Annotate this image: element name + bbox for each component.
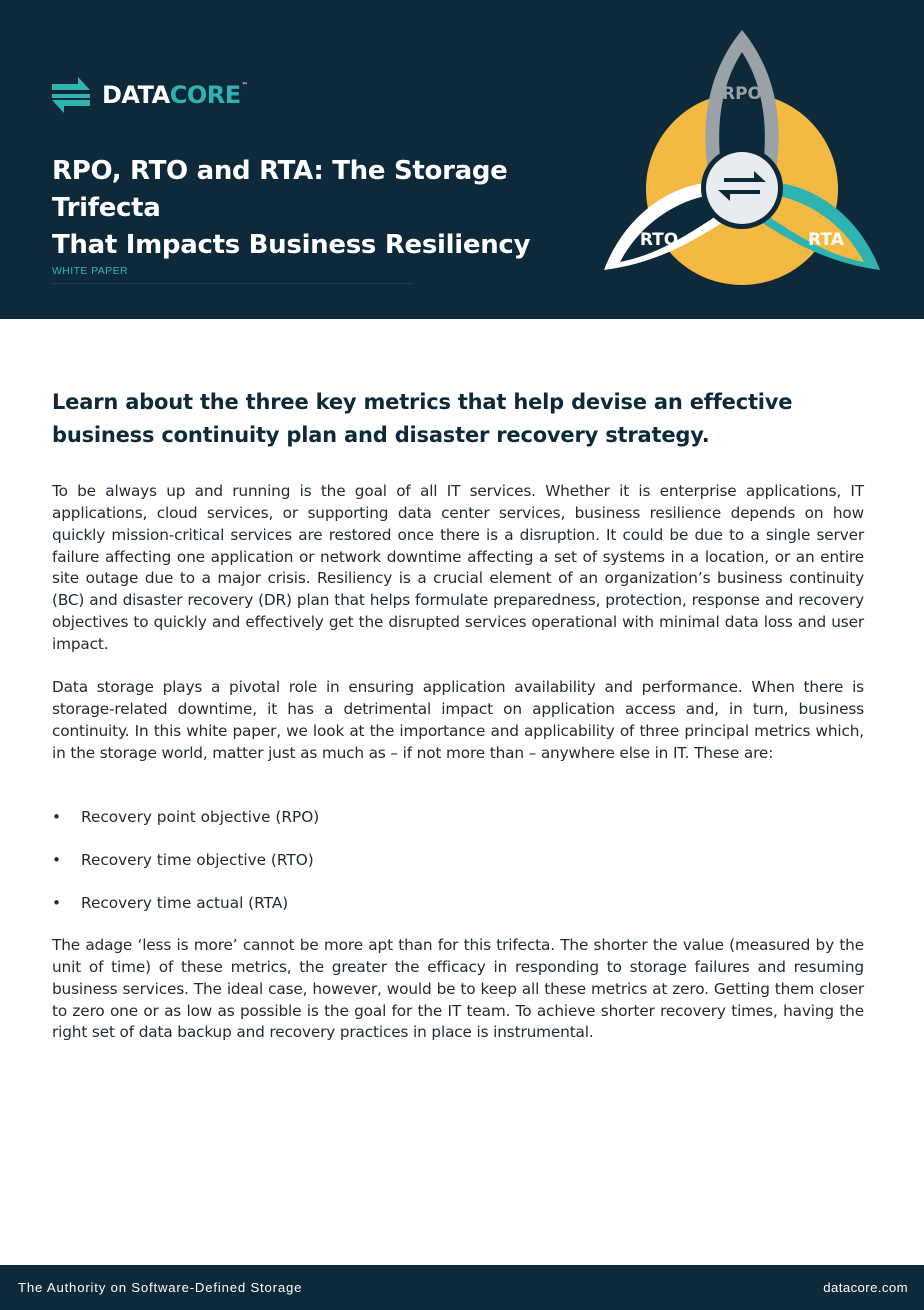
bullet-marker: •	[52, 808, 62, 826]
list-item-rta	[52, 892, 319, 935]
bullet-marker: •	[52, 894, 62, 912]
logo-wordmark	[102, 83, 247, 107]
datacore-arrows-icon	[52, 74, 90, 116]
body-paragraph-3: The adage ‘less is more’ cannot be more apt than for this trifecta. The shorter the value (measured by the unit of time) of these metrics, the greater the efficacy in responding to storage failures and resuming business services. The ideal case, however, would be to keep all these metrics at zero. Getting them closer to zero one or as low as possible is the goal for the IT team. To achieve shorter recovery times, having the right set of data backup and recovery practices in place is instrumental.	[52, 936, 864, 1042]
lead-line-2: business continuity plan and disaster recovery strategy.	[52, 423, 710, 447]
diagram-label-rpo: RPO	[721, 84, 763, 104]
logo-word-data: DATA	[102, 81, 170, 109]
header-banner	[0, 0, 924, 319]
footer-tagline: The Authority on Software-Defined Storage	[18, 1280, 303, 1295]
metrics-list	[52, 806, 319, 935]
title-line-2: That Impacts Business Resiliency	[52, 230, 531, 260]
bullet-marker: •	[52, 851, 62, 869]
diagram-label-rta: RTA	[808, 230, 844, 250]
document-type-label: WHITE PAPER	[52, 265, 128, 277]
lead-line-1: Learn about the three key metrics that help devise an effective	[52, 390, 793, 414]
footer-website-link[interactable]: datacore.com	[823, 1280, 908, 1295]
body-paragraph-1: To be always up and running is the goal of all IT services. Whether it is enterprise applications, IT applications, cloud services, or supporting data center services, business resilience depends on how quickly mission-critical services are restored once there is a disruption. It could be due to a single server failure affecting one application or network downtime affecting a set of systems in a location, or an entire site outage due to a major crisis. Resiliency is a crucial element of an organization’s business continuity (BC) and disaster recovery (DR) plan that helps formulate preparedness, protection, response and recovery objectives to quickly and effectively get the disrupted services operational with minimal data loss and user impact.	[52, 482, 864, 653]
list-item-rpo	[52, 806, 319, 849]
logo-trademark: ™	[241, 82, 248, 89]
list-item-rto	[52, 849, 319, 892]
trifecta-diagram	[596, 22, 888, 292]
logo-word-core: CORE	[169, 81, 241, 109]
diagram-center-disc	[706, 152, 778, 224]
list-item-text: Recovery point objective (RPO)	[81, 808, 320, 826]
list-item-text: Recovery time actual (RTA)	[81, 894, 289, 912]
page-title	[52, 153, 612, 264]
datacore-logo	[52, 74, 247, 116]
diagram-label-rto: RTO	[639, 230, 679, 250]
list-item-text: Recovery time objective (RTO)	[81, 851, 314, 869]
title-line-1: RPO, RTO and RTA: The Storage Trifecta	[52, 156, 508, 223]
footer-bar	[0, 1265, 924, 1310]
lead-heading	[52, 386, 872, 452]
body-paragraph-2: Data storage plays a pivotal role in ensuring application availability and performance. When there is storage-related downtime, it has a detrimental impact on application access and, in turn, business continuity. In this white paper, we look at the importance and applicability of three principal metrics which, in the storage world, matter just as much as – if not more than – anywhere else in IT. These are:	[52, 678, 864, 762]
divider	[52, 283, 412, 284]
